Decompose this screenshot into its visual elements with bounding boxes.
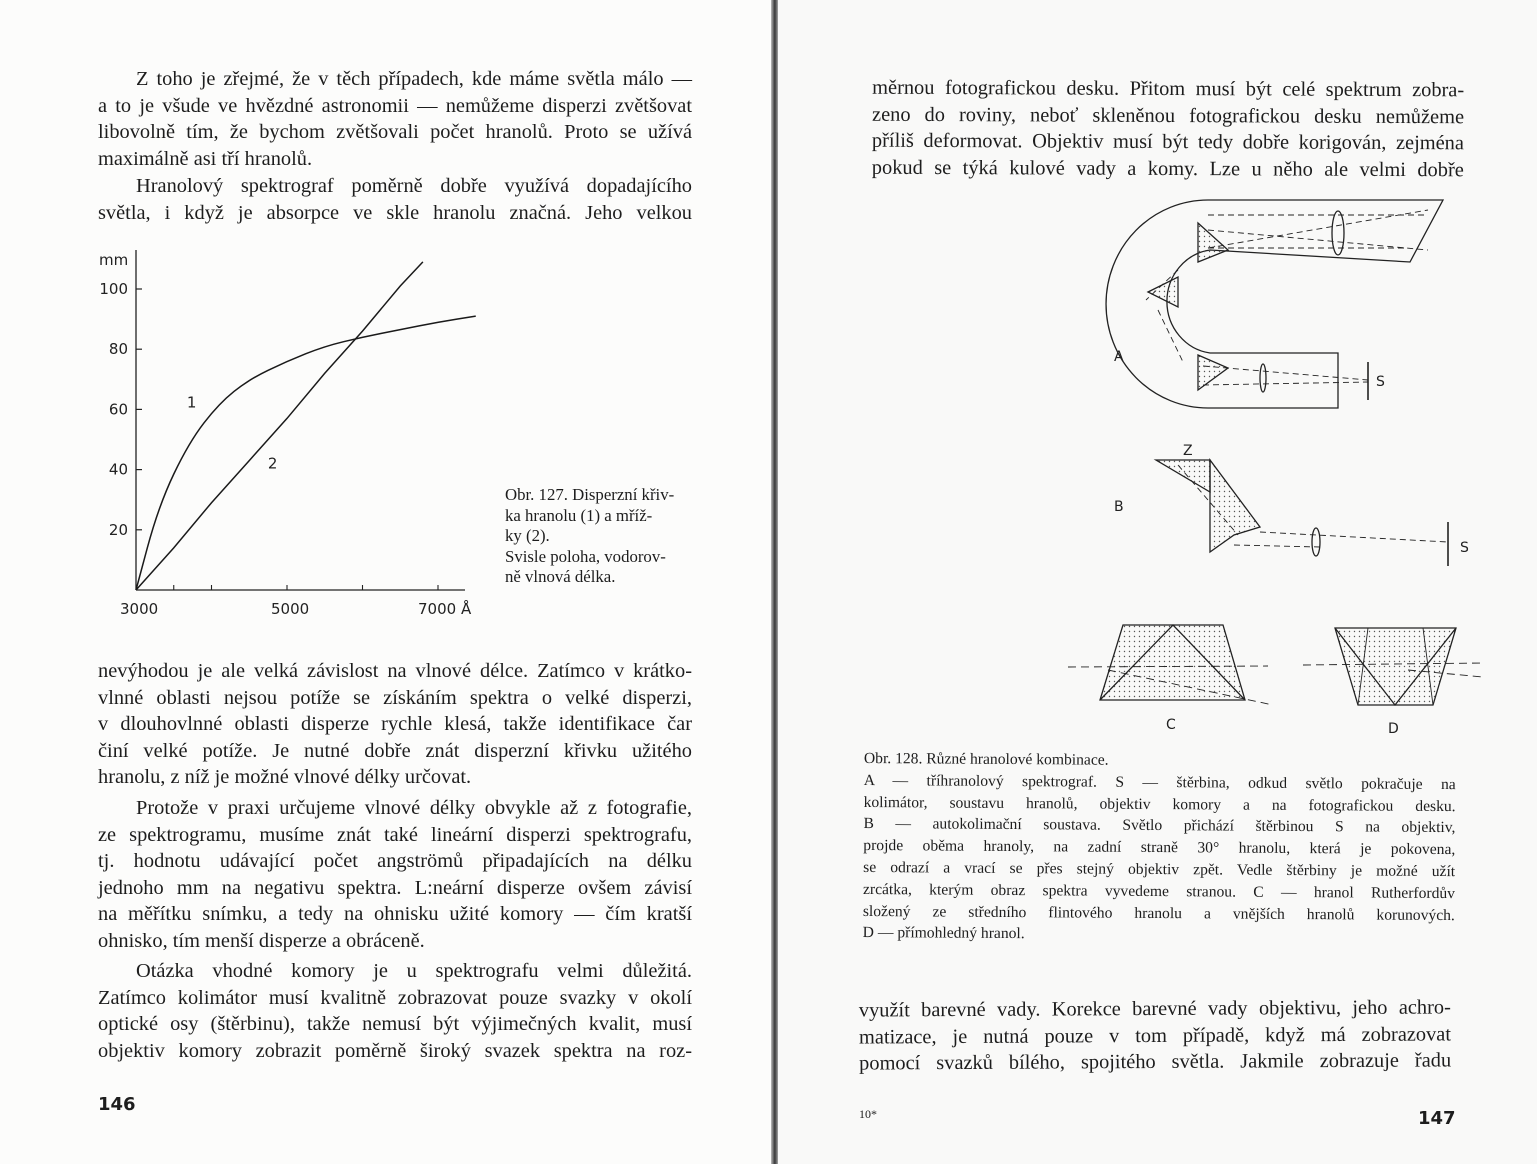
caption-line: B — autokolimační soustava. Světlo přichází štěrbinou S na objektiv, — [863, 815, 1456, 837]
text-line: Hranolový spektrograf poměrně dobře využívá dopadajícího — [136, 175, 692, 197]
x-tick-label: 5000 — [271, 600, 310, 618]
text-line: tj. hodnotu udávající počet angströmů připadajících na délku — [98, 850, 692, 873]
series-2-line — [136, 262, 423, 590]
label-z: Z — [1183, 443, 1193, 459]
right-paragraph-2 — [859, 994, 1451, 1077]
y-axis-unit: mm — [99, 251, 129, 269]
figure-127-caption — [505, 485, 695, 588]
label-a: A — [1114, 349, 1124, 365]
text-line: maximálně asi tří hranolů. — [98, 147, 313, 170]
x-tick-label: 7000 Å — [418, 600, 472, 618]
left-paragraph-1 — [98, 66, 692, 172]
text-line: a to je všude ve hvězdné astronomii — nemůžeme disperzi zvětšovat — [98, 94, 692, 117]
caption-line: kolimátor, soustavu hranolů, objektiv komory a na fotografickou desku. — [863, 793, 1456, 815]
text-line: Otázka vhodné komory je u spektrografu velmi důležitá. — [136, 960, 692, 982]
label-s-a: S — [1376, 374, 1385, 390]
left-paragraph-2 — [98, 173, 692, 226]
signature-mark: 10* — [859, 1107, 877, 1121]
x-tick-label: 3000 — [120, 600, 159, 618]
series-1-line — [136, 316, 476, 590]
figure-128-caption-title: Obr. 128. Různé hranolové kombinace. — [863, 749, 1109, 769]
diagram-d-direct-vision-prism — [1303, 628, 1483, 705]
label-d: D — [1388, 721, 1399, 737]
y-tick-label: 100 — [99, 280, 128, 298]
text-line: libovolně tím, že bychom zvětšovali počet hranolů. Proto se užívá — [98, 121, 692, 144]
text-line: hranolu, z níž je možné vlnové délky určovat. — [98, 766, 472, 789]
caption-line: Svisle poloha, vodorov- — [505, 546, 666, 566]
text-line: zeno do roviny, neboť skleněnou fotografickou desku nemůžeme — [872, 103, 1465, 128]
dispersion-chart — [90, 240, 490, 630]
caption-line: ky (2). — [505, 526, 550, 546]
caption-line: Obr. 127. Disperzní křiv- — [505, 485, 675, 504]
diagram-a-spectrograph — [1106, 200, 1443, 408]
figure-128-caption — [863, 748, 1456, 948]
left-paragraph-4 — [98, 795, 692, 955]
caption-line: ka hranolu (1) a mříž- — [505, 505, 653, 525]
text-line: v dlouhovlnné oblasti disperze rychle klesá, takže identifikace čar — [98, 713, 692, 736]
diagram-c-rutherford-prism — [1068, 625, 1273, 705]
text-line: matizace, je nutná pouze v tom případě, když má zobrazovat — [858, 1023, 1452, 1049]
diagram-b-autocollimation — [1156, 460, 1448, 566]
text-line: příliš deformovat. Objektiv musí být tedy dobře korigován, zejména — [871, 129, 1464, 155]
y-tick-label: 80 — [108, 340, 128, 359]
caption-line: A — tříhranolový spektrograf. S — štěrbina, odkud světlo pokračuje na — [863, 771, 1456, 793]
text-line: objektiv komory zobrazit poměrně široký svazek spektra na roz- — [98, 1039, 692, 1062]
text-line: činí velké potíže. Je nutné dobře znát disperzní křivku užitého — [98, 739, 692, 762]
text-line: vlnné oblasti nejsou potíže se získáním spektra o velké disperzi, — [98, 686, 692, 709]
text-line: Protože v praxi určujeme vlnové délky obvykle až z fotografie, — [136, 797, 692, 819]
caption-line: se odrazí a vrací se přes stejný objektiv zpět. Vedle štěrbiny je možné užít — [863, 858, 1456, 881]
left-paragraph-3 — [98, 658, 692, 791]
text-line: měrnou fotografickou desku. Přitom musí být celé spektrum zobra- — [872, 76, 1465, 102]
text-line: na měřítku snímku, a tedy na ohnisku užité komory — čím kratší — [98, 903, 692, 926]
series-label-2: 2 — [267, 454, 278, 473]
text-line: Zatímco kolimátor musí kvalitně zobrazovat pouze svazky v okolí — [98, 986, 692, 1009]
y-tick-label: 20 — [108, 520, 128, 539]
series-label-1: 1 — [186, 393, 197, 412]
page-number-left: 146 — [98, 1094, 136, 1115]
caption-line: složený ze středního flintového hranolu a vnějších hranolů korunových. — [862, 902, 1455, 924]
label-s-b: S — [1460, 540, 1469, 556]
caption-line: ně vlnová délka. — [505, 567, 616, 587]
label-c: C — [1166, 717, 1176, 733]
page-number-right: 147 — [1418, 1108, 1456, 1129]
text-line: jednoho mm na negativu spektra. L:neární disperze ovšem závisí — [98, 876, 692, 899]
right-page — [778, 0, 1537, 1164]
prism-combinations-diagram — [1028, 190, 1488, 750]
text-line: využít barevné vady. Korekce barevné vady objektivu, jeho achro- — [858, 996, 1451, 1022]
y-tick-label: 40 — [108, 460, 128, 479]
left-paragraph-5 — [98, 958, 692, 1064]
caption-line: zrcátka, kterým obraz spektra vyvedeme stranou. C — hranol Rutherfordův — [862, 880, 1456, 902]
text-line: pomocí svazků bílého, spojitého světla. Jakmile zobrazuje řadu — [859, 1049, 1452, 1075]
text-line: Z toho je zřejmé, že v těch případech, kde máme světla málo — — [136, 68, 692, 90]
text-line: ze spektrogramu, musíme znát také lineární disperzi spektrografu, — [98, 823, 692, 846]
text-line: světla, i když je absorpce ve skle hranolu značná. Jeho velkou — [98, 201, 692, 224]
text-line: optické osy (štěrbinu), takže nemusí být výjimečných kvalit, musí — [98, 1013, 692, 1036]
text-line: pokud se týká kulové vady a komy. Lze u něho ale velmi dobře — [871, 156, 1464, 182]
text-line: ohnisko, tím menší disperze a obráceně. — [98, 929, 425, 952]
label-b: B — [1114, 499, 1124, 515]
right-paragraph-1 — [872, 75, 1464, 184]
caption-line: D — přímohledný hranol. — [862, 924, 1025, 943]
text-line: nevýhodou je ale velká závislost na vlnové délce. Zatímco v krátko- — [98, 660, 692, 682]
y-tick-label: 60 — [108, 400, 128, 419]
caption-line: projde oběma hranoly, na zadní straně 30° hranolu, která je pokovena, — [863, 837, 1456, 859]
